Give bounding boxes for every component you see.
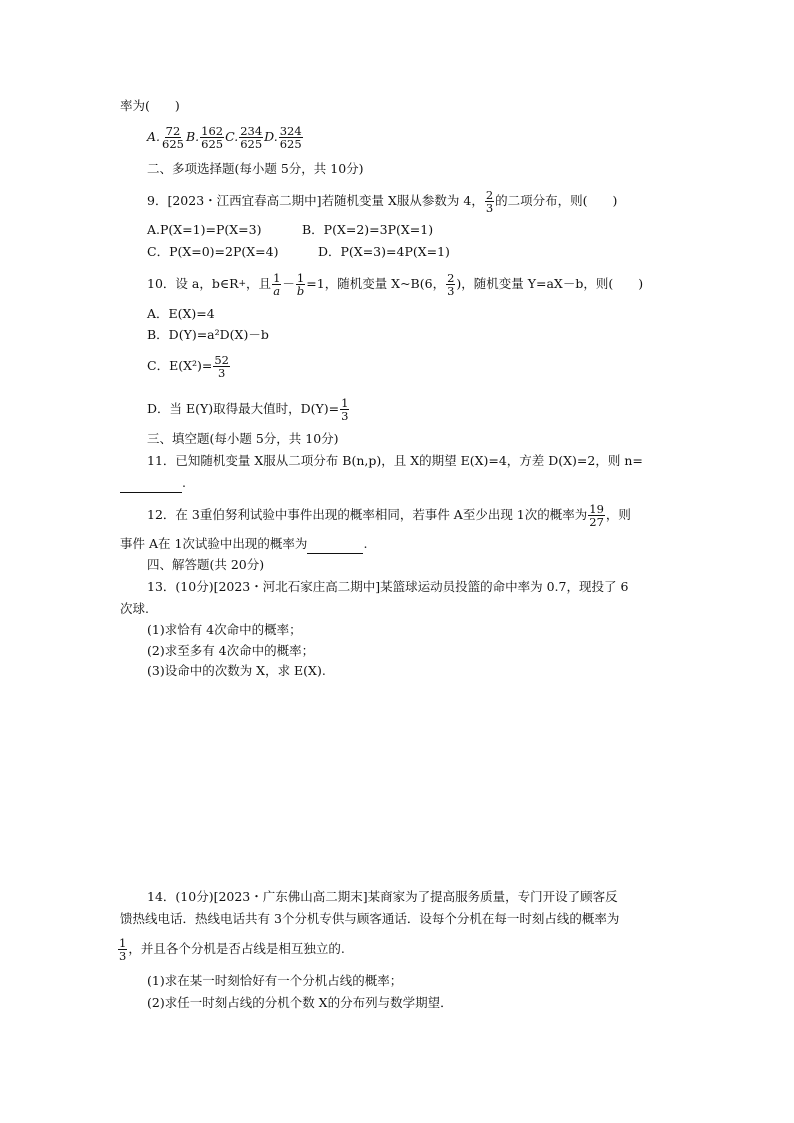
q13-line-1: 13．(10分)[2023・河北石家庄高二期中]某篮球运动员投篮的命中率为 0.7，现投了 6 — [147, 579, 629, 594]
q10-option-a: A．E(X)=4 — [147, 306, 215, 321]
q12-fraction: $\frac{19}{27}$ — [589, 501, 604, 529]
q9-option-b: B．P(X=2)=3P(X=1) — [302, 222, 434, 237]
section-4-heading: 四、解答题(共 20分) — [147, 557, 265, 572]
q14-line-1: 14．(10分)[2023・广东佛山高二期末]某商家为了提高服务质量，专门开设了顾客反 — [147, 889, 618, 904]
q9-option-c: C．P(X=0)=2P(X=4) — [147, 244, 279, 259]
q10-option-b: B．D(Y)=a²D(X)－b — [147, 327, 269, 342]
q11-line-1: 11．已知随机变量 X服从二项分布 B(n,p)，且 X的期望 E(X)=4，方差 D(X)=2，则 n= — [147, 453, 643, 468]
q8-option-c-fraction: $\frac{234}{625}$ — [240, 123, 263, 151]
q14-sub-2: (2)求任一时刻占线的分机个数 X的分布列与数学期望． — [147, 995, 453, 1010]
q8-option-c-letter: C. — [225, 129, 239, 144]
q8-option-a-fraction: $\frac{72}{625}$ — [162, 123, 184, 151]
q13-sub-2: (2)求至多有 4次命中的概率； — [147, 643, 315, 658]
q14-line-3: $\frac{1}{3}$ ，并且各个分机是否占线是相互独立的. — [119, 935, 345, 963]
q10-option-c: C．E(X²)= $\frac{52}{3}$ — [147, 352, 229, 380]
q11-answer-blank[interactable] — [120, 474, 182, 493]
q9-option-a: A.P(X=1)=P(X=3) — [147, 222, 262, 237]
q9-stem: 9．[2023・江西宜春高二期中]若随机变量 X服从参数为 4， $\frac{2}{3}$ 的二项分布，则( ) — [147, 187, 618, 215]
q11-line-2: . — [120, 474, 186, 493]
q8-option-d-letter: D. — [264, 129, 278, 144]
q8-option-b-fraction: $\frac{162}{625}$ — [201, 123, 224, 151]
q10-stem: 10．设 a，b∈R + ，且 $\frac{1}{a}$ － $\frac{1}{b}$ =1，随机变量 X~B(6， $\frac{2}{3}$ )，随机变量 Y=aX－b，则( ) — [147, 270, 644, 298]
q13-sub-1: (1)求恰有 4次命中的概率； — [147, 622, 302, 637]
q12-line-1: 12．在 3重伯努利试验中事件出现的概率相同，若事件 A至少出现 1次的概率为 $\frac{19}{27}$ ，则 — [147, 501, 631, 529]
q14-fraction: $\frac{1}{3}$ — [119, 935, 127, 963]
q14-sub-1: (1)求在某一时刻恰好有一个分机占线的概率； — [147, 973, 403, 988]
q10-option-d: D．当 E(Y)取得最大值时，D(Y)= $\frac{1}{3}$ — [147, 395, 349, 423]
q8-tail: 率为( ) — [120, 98, 180, 113]
q12-answer-blank[interactable] — [307, 535, 363, 554]
q8-option-a-letter: A. — [147, 129, 161, 144]
q8-option-b-letter: B. — [185, 129, 200, 144]
q14-line-2: 馈热线电话．热线电话共有 3个分机专供与顾客通话．设每个分机在每一时刻占线的概率为 — [120, 911, 620, 926]
q9-option-d: D．P(X=3)=4P(X=1) — [318, 244, 450, 259]
q12-line-2: 事件 A在 1次试验中出现的概率为 . — [120, 535, 367, 554]
q8-option-d-fraction: $\frac{324}{625}$ — [279, 123, 302, 151]
section-2-heading: 二、多项选择题(每小题 5分，共 10分) — [147, 161, 364, 176]
q8-options — [147, 120, 304, 154]
q10-fraction-1-over-b: $\frac{1}{b}$ — [296, 270, 305, 298]
q10-fraction-2-3: $\frac{2}{3}$ — [447, 270, 455, 298]
q13-line-2: 次球. — [120, 601, 149, 616]
q10-option-c-fraction: $\frac{52}{3}$ — [214, 352, 229, 380]
q13-sub-3: (3)设命中的次数为 X，求 E(X). — [147, 663, 326, 678]
q9-fraction: $\frac{2}{3}$ — [485, 187, 494, 215]
q10-option-d-fraction: $\frac{1}{3}$ — [341, 395, 349, 423]
section-3-heading: 三、填空题(每小题 5分，共 10分) — [147, 431, 339, 446]
q10-fraction-1-over-a: $\frac{1}{a}$ — [273, 270, 281, 298]
